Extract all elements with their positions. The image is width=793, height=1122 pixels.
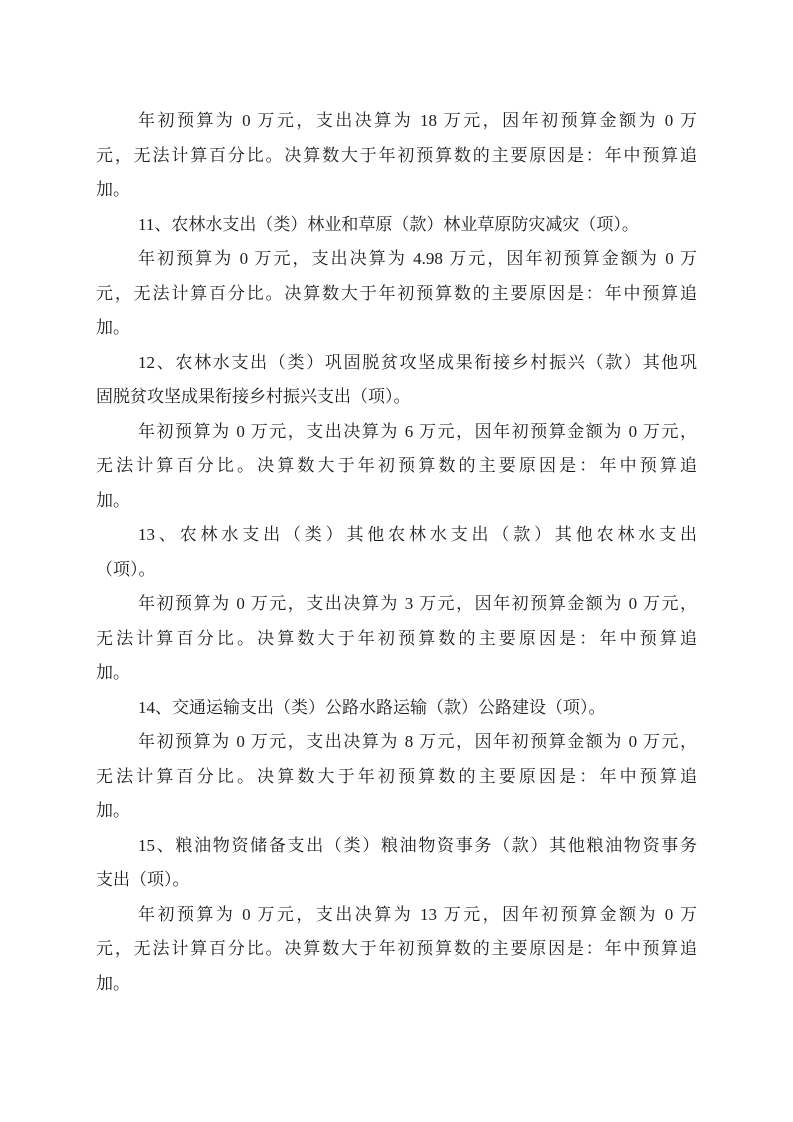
text-line: 14、交通运输支出（类）公路水路运输（款）公路建设（项）。 [138,697,606,717]
text-line: 加。 [96,663,130,682]
text-line: （项）。 [96,559,156,579]
text-line: 年初预算为 0 万元，支出决算为 18 万元，因年初预算金额为 0 万 [138,111,697,130]
paragraph-item-13-heading [96,518,697,587]
text-line: 年初预算为 0 万元，支出决算为 13 万元，因年初预算金额为 0 万 [138,904,697,924]
text-line: 固脱贫攻坚成果衔接乡村振兴支出（项）。 [96,387,411,406]
text-line: 加。 [96,801,130,820]
paragraph-item-15-heading [96,829,697,898]
text-line: 加。 [96,180,130,199]
paragraph-item-14-detail [96,725,697,829]
paragraph-item-10-detail [96,104,697,208]
paragraph-item-14-heading [96,691,697,726]
text-line: 元，无法计算百分比。决算数大于年初预算数的主要原因是：年中预算追 [96,145,697,165]
paragraph-item-13-detail [96,587,697,691]
text-line: 11、农林水支出（类）林业和草原（款）林业草原防灾减灾（项）。 [138,214,639,234]
text-line: 12、农林水支出（类）巩固脱贫攻坚成果衔接乡村振兴（款）其他巩 [138,352,697,372]
document-body [96,104,697,1001]
text-line: 无法计算百分比。决算数大于年初预算数的主要原因是：年中预算追 [96,628,697,648]
paragraph-item-15-detail [96,898,697,1002]
text-line: 15、粮油物资储备支出（类）粮油物资事务（款）其他粮油物资事务 [138,835,697,855]
text-line: 元，无法计算百分比。决算数大于年初预算数的主要原因是：年中预算追 [96,283,697,303]
text-line: 加。 [96,973,130,993]
text-line: 年初预算为 0 万元，支出决算为 4.98 万元，因年初预算金额为 0 万 [138,249,697,268]
paragraph-item-11-heading [96,208,697,243]
text-line: 13、农林水支出（类）其他农林水支出（款）其他农林水支出 [138,525,697,544]
text-line: 无法计算百分比。决算数大于年初预算数的主要原因是：年中预算追 [96,456,697,475]
text-line: 年初预算为 0 万元，支出决算为 3 万元，因年初预算金额为 0 万元， [138,594,697,613]
text-line: 元，无法计算百分比。决算数大于年初预算数的主要原因是：年中预算追 [96,939,697,958]
text-line: 加。 [96,490,130,510]
text-line: 年初预算为 0 万元，支出决算为 8 万元，因年初预算金额为 0 万元， [138,732,697,751]
paragraph-item-11-detail [96,242,697,346]
text-line: 加。 [96,318,130,337]
text-line: 年初预算为 0 万元，支出决算为 6 万元，因年初预算金额为 0 万元， [138,421,697,441]
paragraph-item-12-heading [96,346,697,415]
text-line: 支出（项）。 [96,870,190,889]
text-line: 无法计算百分比。决算数大于年初预算数的主要原因是：年中预算追 [96,766,697,786]
paragraph-item-12-detail [96,415,697,519]
